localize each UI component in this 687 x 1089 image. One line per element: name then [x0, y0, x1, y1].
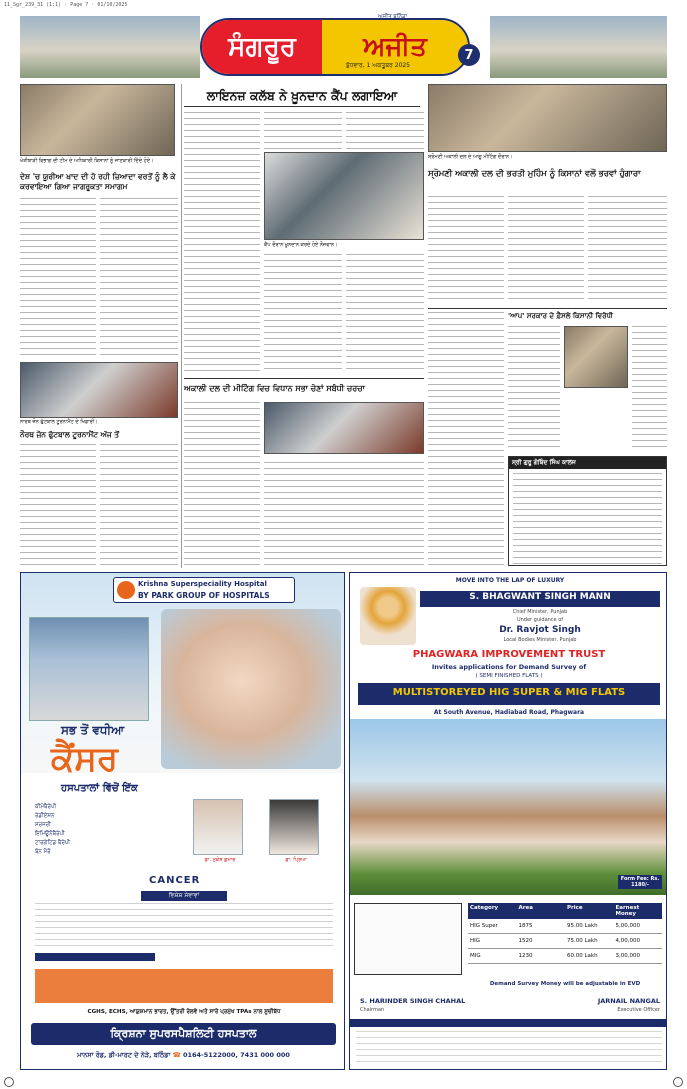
left-body-col1 — [20, 198, 96, 360]
right-body-col3 — [588, 196, 667, 304]
doctor2-name: ਡਾ. ਪ੍ਰਿਆ — [285, 857, 307, 863]
table-header-cell: Earnest Money — [615, 905, 640, 917]
demand-note: Demand Survey Money will be adjustable in EVD — [489, 981, 641, 987]
football-photo — [20, 362, 178, 418]
lead-headline: ਲਾਇਨਜ਼ ਕਲੱਬ ਨੇ ਖ਼ੂਨਦਾਨ ਕੈਂਪ ਲਗਾਇਆ — [206, 88, 398, 103]
football-body-col2 — [100, 444, 178, 566]
service-item: ਇਮਿਊਨੋਥੈਰੇਪੀ — [35, 831, 65, 837]
hospital-people-photo — [161, 609, 341, 769]
table-cell: 5,00,000 — [615, 923, 640, 929]
page-number: 7 — [458, 44, 480, 66]
doctor1-name: ਡਾ. ਮੁਕੇਸ਼ ਕੁਮਾਰ — [204, 857, 236, 863]
table-header-cell: Price — [567, 905, 583, 911]
football-caption: ਨਾਰਥ ਜ਼ੋਨ ਫੁੱਟਬਾਲ ਟੂਰਨਾਮੈਂਟ ਦੇ ਖਿਡਾਰੀ। — [20, 419, 98, 425]
masthead-title-right: ਅਜੀਤ — [322, 20, 468, 74]
headline-small: ਸਭ ਤੋਂ ਵਧੀਆ — [61, 723, 125, 737]
lead-rule — [184, 106, 420, 107]
doctor2-photo — [269, 799, 319, 855]
right-caption: ਸ਼੍ਰੋਮਣੀ ਅਕਾਲੀ ਦਲ ਦੇ ਆਗੂ ਮੀਟਿੰਗ ਦੌਰਾਨ। — [428, 154, 513, 160]
semi-finished: ( SEMI FINISHED FLATS ) — [475, 673, 543, 679]
notice-title: ਸ੍ਰੀ ਗੁਰੂ ਗੋਬਿੰਦ ਸਿੰਘ ਕਾਲਜ — [509, 457, 666, 469]
hospital-phone: 0164-5122000, 7431 000 000 — [182, 1051, 290, 1059]
table-row — [468, 919, 662, 934]
registration-mark-icon — [673, 1077, 683, 1087]
lead-body-col2a — [264, 112, 342, 150]
location: At South Avenue, Hadiabad Road, Phagwara — [433, 709, 585, 716]
left-caption: ਖੇਤੀਬਾੜੀ ਵਿਭਾਗ ਦੀ ਟੀਮ ਦੇ ਅਧਿਕਾਰੀ ਕਿਸਾਨਾਂ ਨੂੰ ਜਾਣਕਾਰੀ ਦਿੰਦੇ ਹੋਏ। — [20, 158, 154, 164]
left-body-col2 — [100, 198, 178, 360]
aap-photo — [564, 326, 628, 388]
lead-body-col3b — [346, 254, 424, 374]
table-cell: HIG Super — [470, 923, 498, 929]
notice-box — [508, 456, 667, 566]
left-photo — [20, 84, 175, 156]
cancer-word: CANCER — [149, 875, 201, 886]
flats-render — [350, 719, 667, 895]
table-header-cell: Category — [470, 905, 499, 911]
aap-body-col1 — [508, 326, 560, 452]
invites: Invites applications for Demand Survey of — [431, 663, 587, 671]
hospital-logo-box — [113, 577, 295, 603]
site-map — [354, 903, 462, 975]
headline-big: ਕੈਂਸਰ — [51, 739, 118, 779]
service-item: ਬੋਨ ਮੈਰੋ — [35, 849, 51, 855]
trust-name: PHAGWARA IMPROVEMENT TRUST — [412, 649, 606, 660]
hospital-ad — [20, 572, 345, 1070]
divider — [181, 84, 182, 568]
akali-rule — [184, 378, 424, 379]
lead-photo — [264, 152, 424, 240]
print-slug: 11_Sgr_239_31 (1:1) · Page 7 · 01/10/2025 — [4, 2, 128, 8]
football-body-col1 — [20, 444, 96, 566]
service-item: ਰੇਡੀਏਸ਼ਨ — [35, 813, 55, 819]
left-headline: ਦੇਸ਼ 'ਚ ਯੂਰੀਆ ਖ਼ਾਦ ਦੀ ਹੋ ਰਹੀ ਜ਼ਿਆਦਾ ਵਰਤੋਂ ਨੂੰ ਲੈ ਕੇ ਕਰਵਾਇਆ ਗਿਆ ਜਾਗਰੂਕਤਾ ਸਮਾਗਮ — [20, 172, 176, 191]
trust-top-line: MOVE INTO THE LAP OF LUXURY — [455, 577, 565, 584]
minister-name: Dr. Ravjot Singh — [499, 625, 581, 635]
aap-headline: 'ਆਪ' ਸਰਕਾਰ ਦੇ ਫ਼ੈਸਲੇ ਕਿਸਾਨੀ ਵਿਰੋਧੀ — [508, 312, 614, 320]
lead-body-col2b — [264, 254, 342, 374]
table-cell: 4,00,000 — [615, 938, 640, 944]
aap-body-col0 — [428, 312, 504, 452]
lead-photo-caption: ਕੈਂਪ ਦੌਰਾਨ ਖ਼ੂਨਦਾਨ ਕਰਦੇ ਹੋਏ ਨੌਜਵਾਨ। — [264, 242, 338, 248]
lead-body-col1 — [184, 112, 260, 260]
table-header-cell: Area — [518, 905, 533, 911]
registration-mark-icon — [4, 1077, 14, 1087]
akali-body-col2 — [264, 462, 424, 566]
trust-fine-print — [356, 1031, 662, 1067]
service-item: ਕੀਮੋਥੈਰੇਪੀ — [35, 804, 57, 810]
services-list — [35, 803, 185, 857]
hospital-address-line — [31, 1051, 336, 1060]
masthead-photo-right — [490, 16, 667, 78]
headline-sub: ਹਸਪਤਾਲਾਂ ਵਿੱਚੋਂ ਇੱਕ — [61, 783, 138, 794]
akali-headline: ਅਕਾਲੀ ਦਲ ਦੀ ਮੀਟਿੰਗ ਵਿਚ ਵਿਧਾਨ ਸਭਾ ਚੋਣਾਂ ਸਬੰਧੀ ਚਰਚਾ — [184, 384, 365, 393]
cm-title: Chief Minister, Punjab — [512, 609, 568, 615]
right-headline: ਸ੍ਰੋਮਣੀ ਅਕਾਲੀ ਦਲ ਦੀ ਭਰਤੀ ਮੁਹਿੰਮ ਨੂੰ ਕਿਸਾਨਾਂ ਵਲੋਂ ਭਰਵਾਂ ਹੁੰਗਾਰਾ — [428, 168, 641, 178]
flats-title: MULTISTOREYED HIG SUPER & MIG FLATS — [392, 687, 626, 698]
eo-name: JARNAIL NANGAL — [597, 997, 660, 1005]
akali-body-col3 — [428, 456, 504, 566]
table-cell: MIG — [470, 953, 481, 959]
akali-body-col1 — [184, 402, 260, 566]
trust-footer-bar — [350, 1019, 667, 1027]
minister-title: Local Bodies Minister, Punjab — [503, 637, 577, 643]
table-row — [468, 949, 662, 964]
masthead-tag: ਅਜੀਤ ਬਠਿੰਡਾ — [378, 14, 408, 20]
table-cell: 60.00 Lakh — [567, 953, 598, 959]
color-registration-strip — [0, 1075, 687, 1089]
table-cell: HIG — [470, 938, 481, 944]
right-rule — [428, 308, 667, 309]
guidance: Under guidance of — [516, 617, 564, 623]
hospital-logo-icon — [117, 581, 135, 599]
specialities-text — [35, 903, 333, 951]
table-cell: 1520 — [518, 938, 533, 944]
hospital-address: ਮਾਨਸਾ ਰੋਡ, ਡੀ-ਮਾਰਟ ਦੇ ਨੇੜੇ, ਬਠਿੰਡਾ — [77, 1051, 171, 1059]
lead-body-col3a — [346, 112, 424, 150]
service-item: ਟਾਰਗੇਟਿਡ ਥੈਰੇਪੀ — [35, 840, 71, 846]
phone-icon: ☎ — [172, 1051, 181, 1059]
right-body-col2 — [508, 196, 584, 304]
right-body-col1 — [428, 196, 504, 304]
table-cell: 95.00 Lakh — [567, 923, 598, 929]
eo-title: Executive Officer — [617, 1007, 660, 1013]
table-row — [468, 934, 662, 949]
table-cell: 1230 — [518, 953, 533, 959]
notice-body — [513, 473, 662, 565]
panel-title: ਵਿਸ਼ੇਸ਼ ਸੇਵਾਵਾਂ — [141, 891, 227, 901]
panels-text: CGHS, ECHS, ਆਯੁਸ਼ਮਾਨ ਭਾਰਤ, ਉੱਤਰੀ ਰੇਲਵੇ ਅਤੇ ਸਾਰੇ ਪ੍ਰਮੁੱਖ TPAs ਨਾਲ ਸੂਚੀਬੱਧ — [87, 1009, 281, 1015]
hospital-name-pa: ਕ੍ਰਿਸ਼ਨਾ ਸੁਪਰਸਪੈਸ਼ਲਿਟੀ ਹਸਪਤਾਲ — [31, 1023, 336, 1045]
chairman-title: Chairman — [360, 1007, 385, 1013]
doctor1-photo — [193, 799, 243, 855]
trust-ad — [349, 572, 667, 1070]
lead-body-col1b — [184, 262, 260, 374]
aap-body-col2 — [632, 326, 667, 452]
cm-name: S. BHAGWANT SINGH MANN — [469, 592, 611, 602]
masthead-date: ਬੁੱਧਵਾਰ, 1 ਅਕਤੂਬਰ 2025 — [346, 62, 410, 69]
table-cell: 3,00,000 — [615, 953, 640, 959]
cm-photo — [360, 587, 416, 645]
hospital-name-en: Krishna Superspeciality Hospital — [138, 580, 267, 588]
masthead-title-left: ਸੰਗਰੂਰ — [202, 20, 322, 74]
service-item: ਸਰਜਰੀ — [35, 822, 51, 828]
chairman-name: S. HARINDER SINGH CHAHAL — [360, 997, 466, 1005]
table-cell: 75.00 Lakh — [567, 938, 598, 944]
flats-table — [468, 903, 662, 964]
facilities-box — [35, 969, 333, 1003]
hospital-building — [29, 617, 149, 721]
table-cell: 1875 — [518, 923, 533, 929]
form-fee: Form Fee: Rs. 1180/- — [618, 875, 662, 889]
specialities-bar — [35, 953, 155, 961]
akali-photo — [264, 402, 424, 454]
football-headline: ਨੌਰਥ ਜ਼ੋਨ ਫੁੱਟਬਾਲ ਟੂਰਨਾਮੈਂਟ ਅੱਜ ਤੋਂ — [20, 430, 120, 439]
masthead-photo-left — [20, 16, 200, 78]
right-photo — [428, 84, 667, 152]
table-header — [468, 903, 662, 919]
hospital-group: BY PARK GROUP OF HOSPITALS — [138, 591, 270, 600]
